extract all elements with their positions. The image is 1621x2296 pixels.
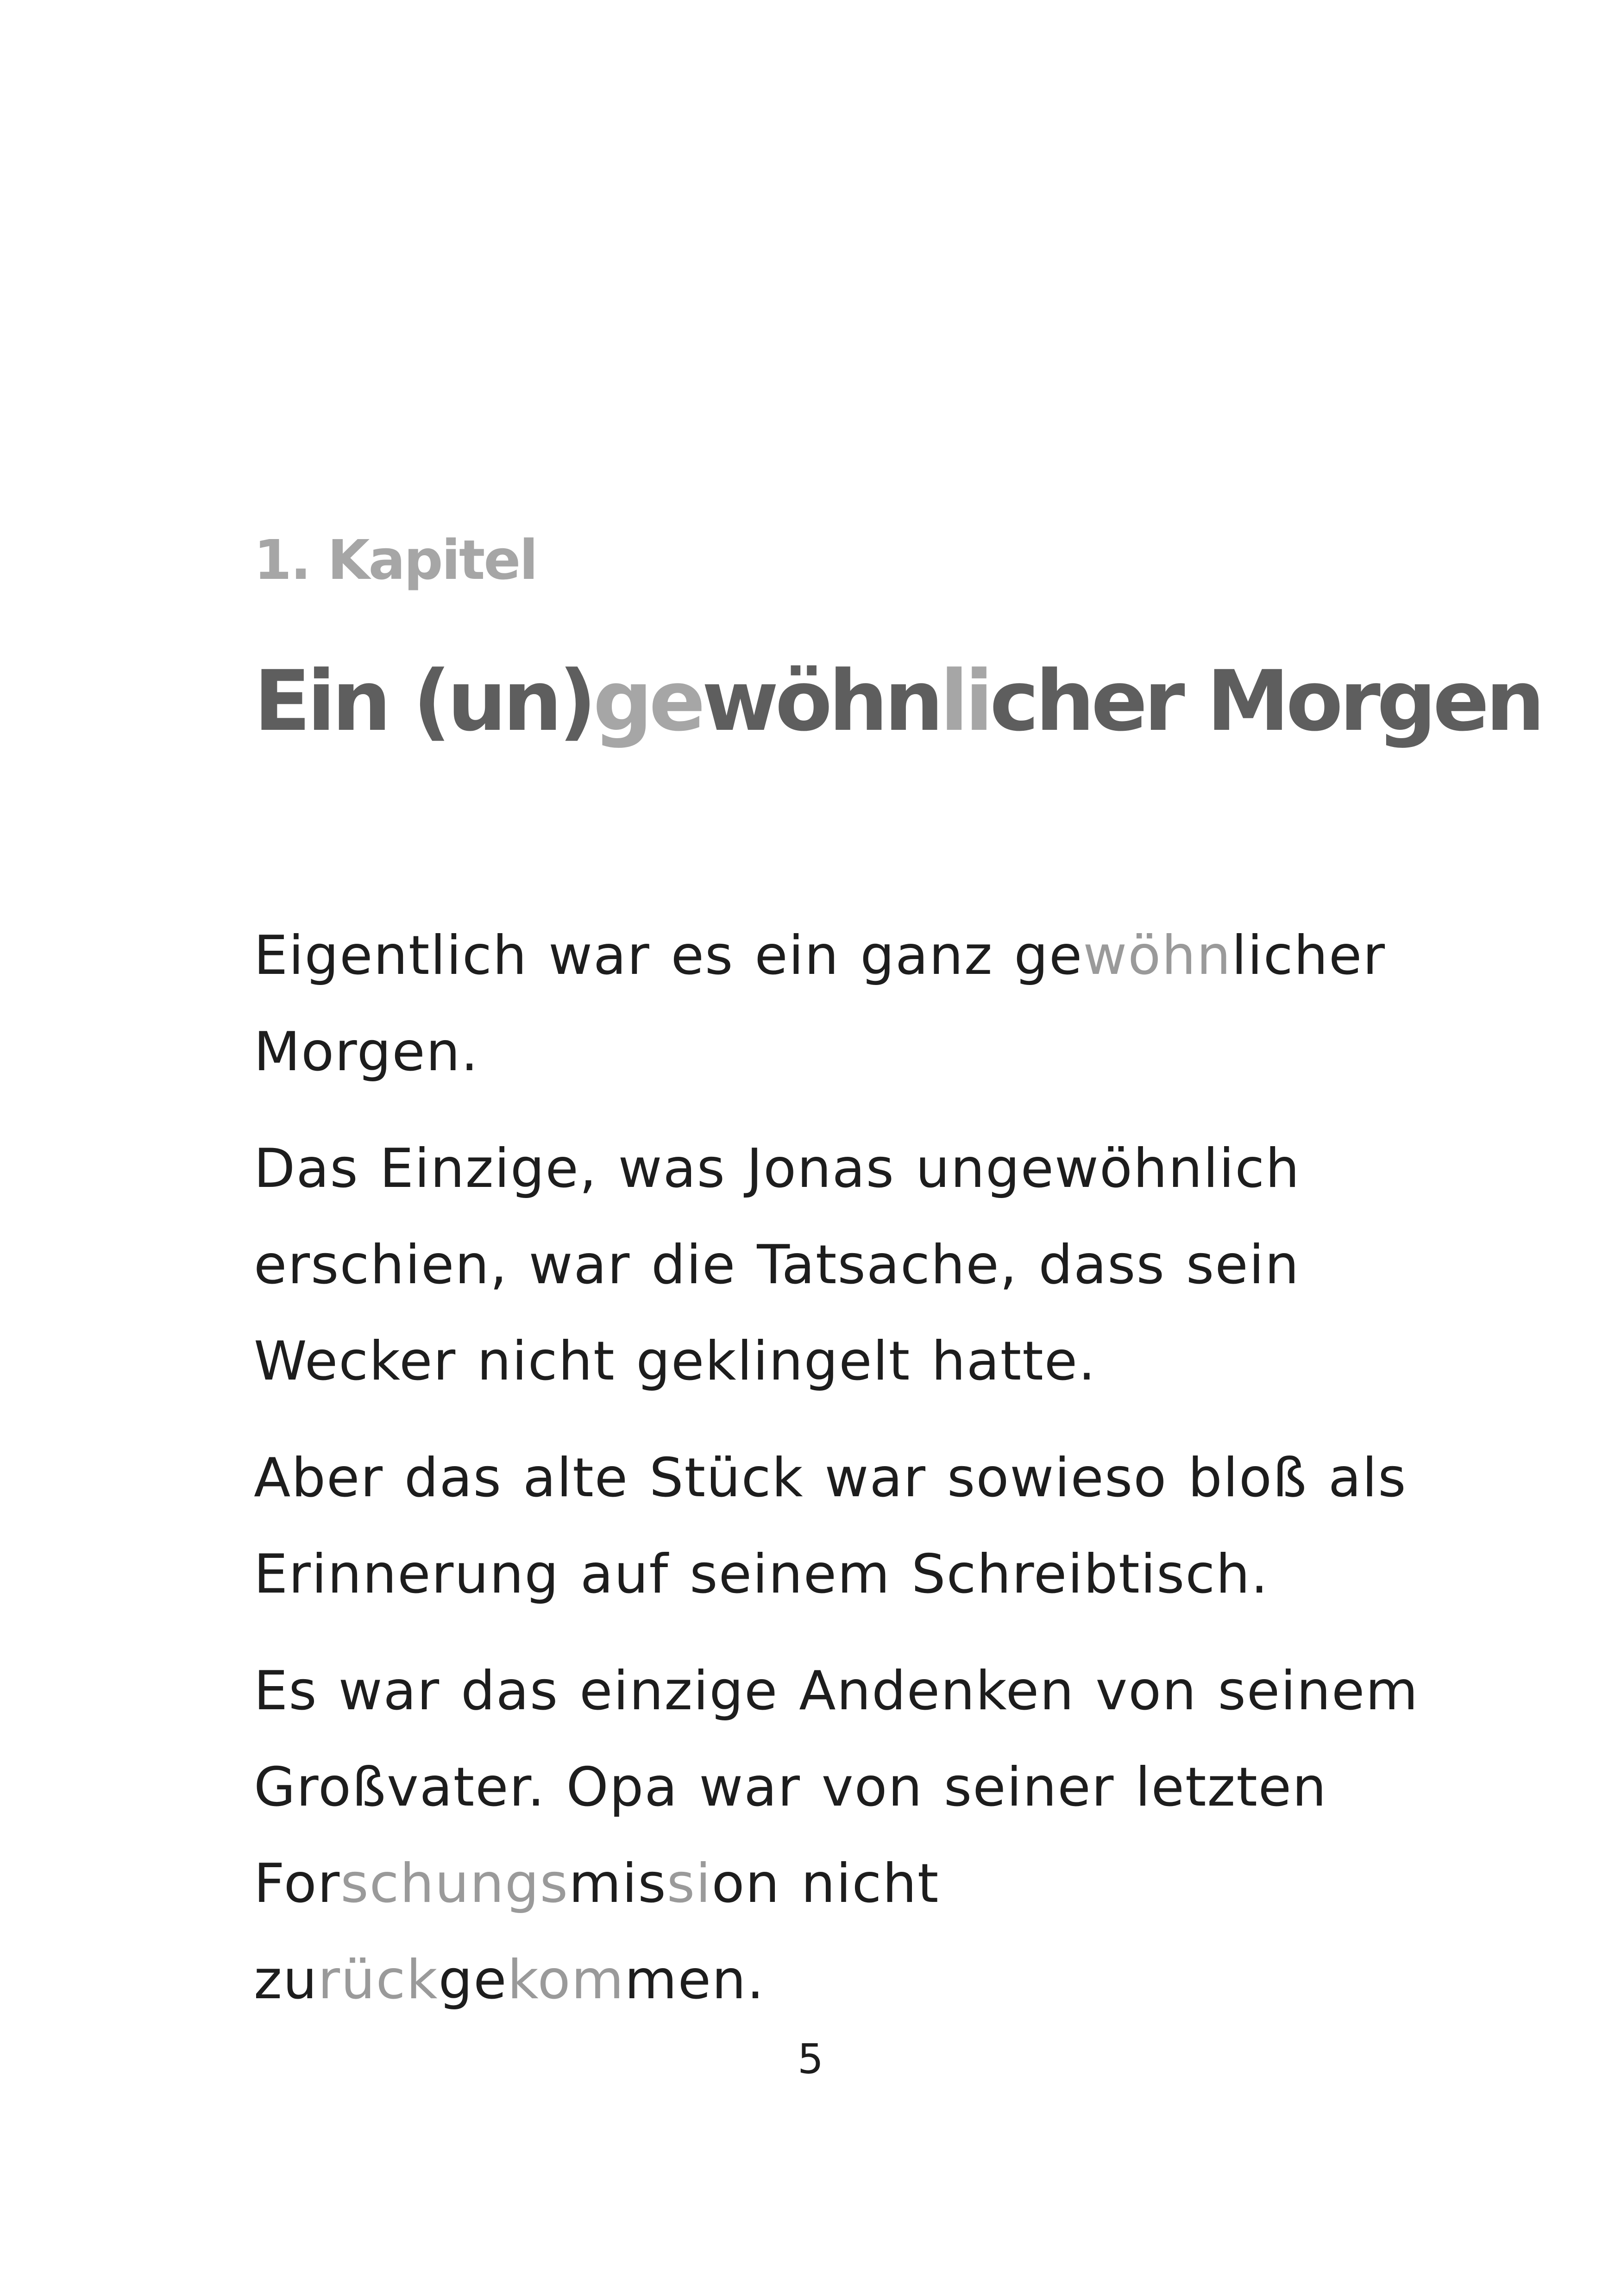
text-segment: on nicht [711,1852,940,1915]
text-segment: Erinnerung auf seinem Schreibtisch. [254,1543,1269,1606]
title-segment: cher Morgen [989,653,1541,750]
text-segment: licher [1231,924,1386,987]
paragraph [254,1121,1458,1410]
text-line [254,1313,1458,1410]
title-segment: ge [593,653,702,750]
text-segment: Morgen. [254,1021,479,1083]
title-segment: wöhn [702,653,940,750]
text-line [254,908,1458,1004]
page-number: 5 [798,2035,823,2083]
text-line [254,1004,1458,1100]
chapter-title [254,653,1541,750]
text-line [254,1932,1458,2028]
text-segment: Das Einzige, was Jonas ungewöhnlich [254,1137,1301,1200]
text-segment: rück [318,1949,439,2011]
text-segment: For [254,1852,341,1915]
text-segment: wöhn [1083,924,1232,987]
text-line [254,1217,1458,1313]
text-line [254,1739,1458,1836]
story-text [254,908,1458,2049]
text-segment: ge [438,1949,508,2011]
text-segment: schungs [340,1852,569,1915]
text-segment: Eigentlich war es ein ganz ge [254,924,1083,987]
text-segment: Großvater. Opa war von seiner letzten [254,1756,1327,1819]
text-line [254,1836,1458,1932]
title-segment: Ein (un) [254,653,593,750]
paragraph [254,1643,1458,2028]
title-segment: li [940,653,990,750]
paragraph [254,908,1458,1100]
text-segment: zu [254,1949,318,2011]
paragraph [254,1430,1458,1623]
text-segment: Aber das alte Stück war sowieso bloß als [254,1447,1407,1509]
text-segment: si [666,1852,712,1915]
text-line [254,1430,1458,1526]
text-segment: mis [569,1852,667,1915]
text-segment: kom [507,1949,625,2011]
text-line [254,1121,1458,1217]
chapter-label: 1. Kapitel [254,528,537,592]
text-segment: Es war das einzige Andenken von seinem [254,1660,1419,1722]
text-line [254,1643,1458,1739]
text-segment: erschien, war die Tatsache, dass sein [254,1234,1300,1296]
text-segment: men. [624,1949,765,2011]
text-line [254,1526,1458,1623]
text-segment: Wecker nicht geklingelt hatte. [254,1330,1096,1393]
